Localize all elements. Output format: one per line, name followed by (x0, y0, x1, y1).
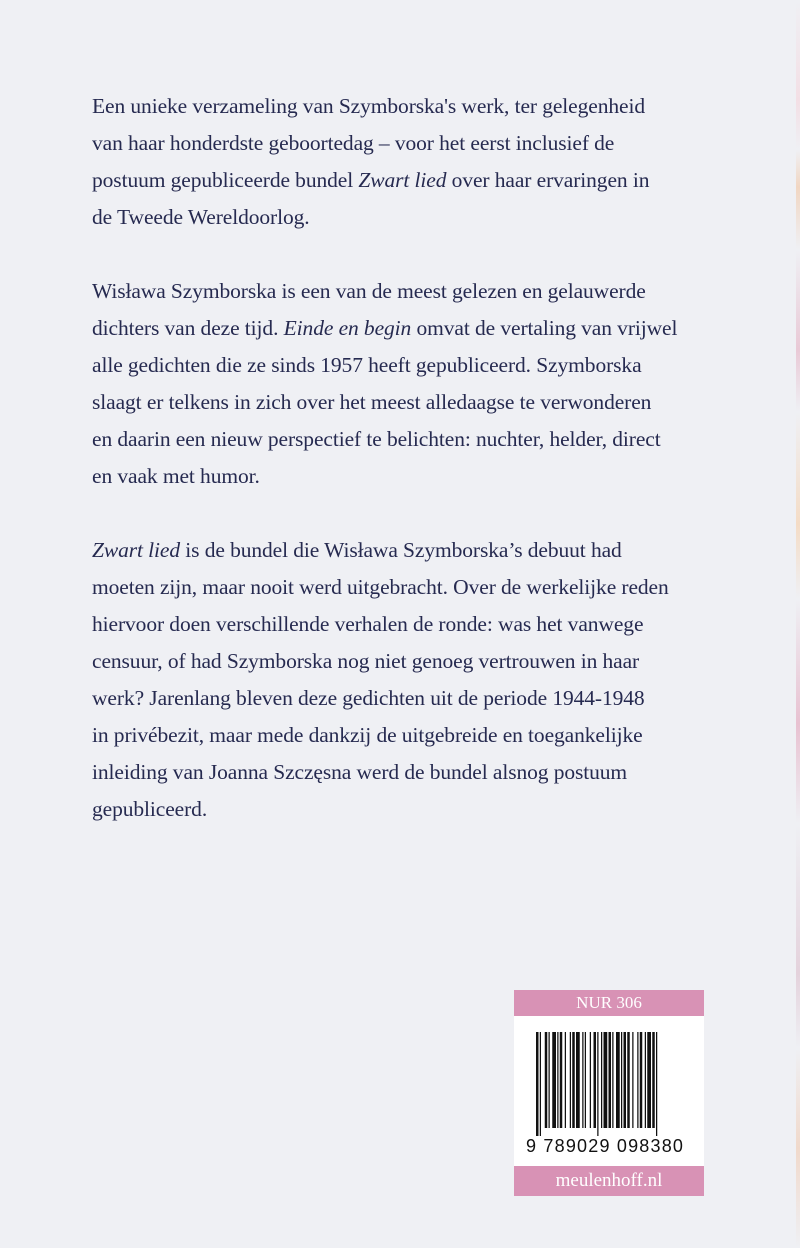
text-line: censuur, of had Szymborska nog niet genoeg vertrouwen in haar (92, 649, 640, 673)
barcode-bar (627, 1032, 630, 1128)
barcode-bar (549, 1032, 550, 1128)
text-line: Wisława Szymborska is een van de meest gelezen en gelauwerde (92, 279, 646, 303)
barcode-bar (590, 1032, 591, 1128)
book-title-einde-en-begin: Einde en begin (283, 316, 412, 340)
barcode-bar (560, 1032, 563, 1128)
book-title-zwart-lied: Zwart lied (358, 168, 447, 192)
publisher-website: meulenhoff.nl (514, 1166, 704, 1196)
barcode-bar (557, 1032, 558, 1128)
barcode-bar (594, 1032, 597, 1128)
barcode-bar (656, 1032, 657, 1136)
barcode-bar (582, 1032, 583, 1128)
barcode-bar (545, 1032, 548, 1128)
text-run: postuum gepubliceerde bundel (92, 168, 359, 192)
barcode-bar (609, 1032, 612, 1128)
text-line: moeten zijn, maar nooit werd uitgebracht. Over de werkelijke reden (92, 575, 669, 599)
isbn-number: 9 789029 098380 (526, 1136, 685, 1156)
paragraph-zwart-lied (92, 532, 732, 828)
text-line: in privébezit, maar mede dankzij de uitgebreide en toegankelijke (92, 723, 643, 747)
text-line (92, 162, 732, 199)
barcode-bar (552, 1032, 556, 1128)
text-line: en daarin een nieuw perspectief te belichten: nuchter, helder, direct (92, 427, 661, 451)
text-run: is de bundel die Wisława Szymborska’s debuut had (180, 538, 622, 562)
barcode-bar (612, 1032, 613, 1128)
barcode-bars (536, 1032, 686, 1136)
barcode-bar (621, 1032, 622, 1128)
barcode-bar (597, 1032, 598, 1136)
barcode-bar (632, 1032, 633, 1128)
text-line: en vaak met humor. (92, 464, 260, 488)
barcode-bar (572, 1032, 575, 1128)
text-run: over haar ervaringen in (446, 168, 650, 192)
barcode-bar (604, 1032, 608, 1128)
paragraph-intro (92, 88, 732, 236)
text-run: omvat de vertaling van vrijwel (411, 316, 678, 340)
book-title-zwart-lied: Zwart lied (92, 538, 181, 562)
text-line: Een unieke verzameling van Szymborska's werk, ter gelegenheid (92, 94, 645, 118)
text-line: alle gedichten die ze sinds 1957 heeft gepubliceerd. Szymborska (92, 353, 642, 377)
barcode-bar (647, 1032, 651, 1128)
text-line (92, 310, 732, 347)
barcode-bar (536, 1032, 539, 1136)
barcode-bar (645, 1032, 646, 1128)
barcode-bar (640, 1032, 643, 1128)
barcode-bar (624, 1032, 627, 1128)
barcode-bar (637, 1032, 638, 1128)
text-line: slaagt er telkens in zich over het meest alledaagse te verwonderen (92, 390, 652, 414)
text-line: van haar honderdste geboortedag – voor het eerst inclusief de (92, 131, 615, 155)
barcode-bar (570, 1032, 571, 1128)
barcode-bar (585, 1032, 586, 1128)
right-edge-strip (796, 0, 800, 1248)
text-line: gepubliceerd. (92, 797, 208, 821)
back-cover-text (92, 88, 732, 865)
text-line (92, 532, 732, 569)
text-line: de Tweede Wereldoorlog. (92, 205, 310, 229)
paragraph-author (92, 273, 732, 495)
text-line: werk? Jarenlang bleven deze gedichten uit de periode 1944-1948 (92, 686, 645, 710)
text-run: dichters van deze tijd. (92, 316, 284, 340)
barcode-bar (576, 1032, 580, 1128)
barcode-bar (565, 1032, 566, 1128)
barcode-bar (540, 1032, 541, 1136)
text-line: hiervoor doen verschillende verhalen de ronde: was het vanwege (92, 612, 644, 636)
nur-label: NUR 306 (514, 990, 704, 1016)
barcode-bar (616, 1032, 620, 1128)
barcode-bar (652, 1032, 655, 1128)
barcode-bar (601, 1032, 602, 1128)
text-line: inleiding van Joanna Szczęsna werd de bundel alsnog postuum (92, 760, 628, 784)
isbn-barcode (514, 1016, 704, 1166)
